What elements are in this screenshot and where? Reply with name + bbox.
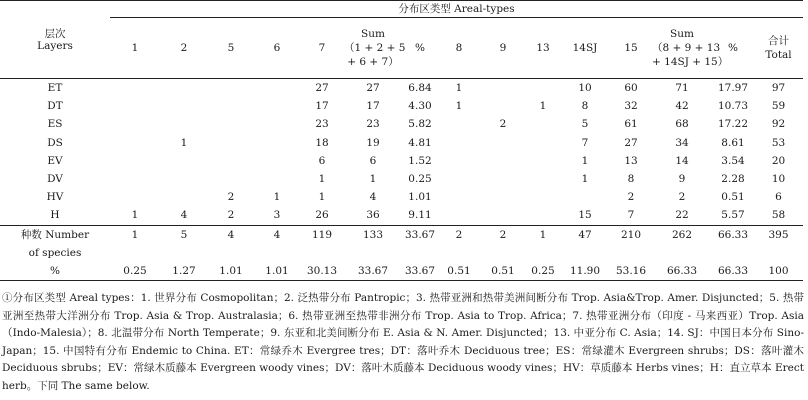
layers-header (0, 1, 110, 79)
cell: 5 (160, 225, 208, 244)
cell: 6 (775, 191, 782, 204)
cell: 58 (771, 209, 786, 222)
cell (526, 115, 560, 133)
layer-name: HV (46, 191, 64, 204)
cell: 3.54 (721, 154, 745, 167)
layer-name: DV (47, 173, 63, 186)
cell (160, 79, 208, 98)
col-header-15: 15 (624, 42, 638, 54)
cell: 92 (771, 118, 786, 131)
cell (208, 97, 254, 115)
col-header-pct2: % (728, 42, 738, 54)
cell: 66.33 (652, 262, 712, 281)
cell: 1 (581, 173, 589, 186)
cell: 15 (578, 209, 592, 222)
cell: 42 (675, 100, 689, 113)
cell: 1 (318, 191, 326, 204)
percent-label: % (0, 262, 110, 281)
cell: 0.51 (721, 191, 745, 204)
cell: 2 (499, 118, 507, 131)
cell (208, 115, 254, 133)
cell: 5 (581, 118, 589, 131)
cell: 17.22 (717, 118, 749, 131)
cell (526, 152, 560, 170)
cell: 36 (366, 209, 380, 222)
cell: 8.61 (721, 136, 745, 149)
cell (110, 97, 160, 115)
col-header-13: 13 (536, 42, 550, 54)
table-body (0, 79, 803, 226)
total-header-zh: 合计 (768, 35, 789, 47)
cell: 4 (208, 225, 254, 244)
col-header-7: 7 (318, 42, 326, 54)
cell: 0.25 (526, 262, 560, 281)
col-header-sum1 (344, 18, 406, 79)
cell (480, 170, 526, 188)
total-header-en: Total (765, 49, 792, 61)
cell: 30.13 (300, 262, 344, 281)
cell (160, 170, 208, 188)
cell: 4 (369, 191, 377, 204)
cell (480, 97, 526, 115)
cell: 4 (254, 225, 300, 244)
cell: 1 (180, 136, 188, 149)
cell: 5.82 (408, 118, 432, 131)
cell: 20 (771, 154, 786, 167)
cell: 2 (438, 225, 480, 244)
cell: 262 (652, 225, 712, 244)
cell: 60 (610, 79, 652, 98)
cell: 100 (754, 262, 803, 281)
cell (526, 206, 560, 225)
cell: 10 (560, 79, 610, 98)
cell: 53.16 (610, 262, 652, 281)
layer-name: DS (47, 136, 63, 149)
sum2-line-3: + 14SJ + 15） (652, 56, 729, 68)
of-species-label: of species (28, 246, 82, 259)
cell (254, 115, 300, 133)
cell: 59 (771, 100, 786, 113)
cell: 4 (180, 209, 188, 222)
cell (480, 206, 526, 225)
cell (526, 79, 560, 98)
cell (110, 188, 160, 206)
species-label: 种数 Number (0, 225, 110, 244)
cell (438, 152, 480, 170)
cell (208, 152, 254, 170)
cell: 1 (318, 173, 326, 186)
cell: 10.73 (717, 100, 749, 113)
cell: 8 (581, 100, 589, 113)
cell: 13 (624, 154, 638, 167)
col-header-9: 9 (499, 42, 507, 54)
cell: 66.33 (712, 225, 754, 244)
cell: 18 (315, 136, 329, 149)
cell: 33.67 (402, 262, 438, 281)
cell (480, 188, 526, 206)
cell: 1.01 (254, 262, 300, 281)
cell: 9.11 (408, 209, 432, 222)
table-footnote (2, 290, 804, 396)
cell: 10 (771, 173, 786, 186)
layer-name: DT (47, 100, 63, 113)
cell: 1 (526, 225, 560, 244)
cell (480, 152, 526, 170)
cell (438, 188, 480, 206)
cell: 0.25 (408, 173, 432, 186)
cell: 61 (624, 118, 638, 131)
cell: 1.27 (160, 262, 208, 281)
cell: 17 (315, 100, 329, 113)
cell: 27 (624, 136, 638, 149)
table-row (0, 188, 803, 206)
layers-header-zh: 层次 (44, 27, 66, 40)
cell: 71 (652, 79, 712, 98)
cell (438, 115, 480, 133)
cell: 133 (344, 225, 402, 244)
cell: 33.67 (402, 225, 438, 244)
cell (110, 134, 160, 152)
col-header-8: 8 (455, 42, 463, 54)
cell (480, 134, 526, 152)
cell: 3 (273, 209, 281, 222)
cell: 2 (480, 225, 526, 244)
cell (160, 188, 208, 206)
footnote-text: ①分布区类型 Areal types：1. 世界分布 Cosmopolitan；2. 泛热带分布 Pantropic；3. 热带亚洲和热带美洲间断分布 Trop. Asia&Trop. Amer. Disjuncted；5. 热带亚洲至热带大洋洲分布 Trop. Asia & Trop. Australasia；6. 热带亚洲至热带非洲分布 Trop. Asia to Trop. Africa；7. 热带亚洲分布（印度 - 马来西亚）Trop. Asia（Indo-Malesia）；8. 北温带分布 North Temperate；9. 东亚和北美间断分布 E. Asia & N. Amer. Disjuncted；13. 中亚分布 C. Asia；14. SJ：中国日本分布 Sino-Japan；15. 中国特有分布 Endemic to China. ET：常绿乔木 Evergree tres；DT：落叶乔木 Deciduous tree；ES：常绿灌木 Evergreen shrubs；DS：落叶灌木 Deciduous sbrubs；EV：常绿木质藤本 Evergreen woody vines；DV：落叶木质藤本 Deciduous woody vines；HV：草质藤本 Herbs vines；H：直立草本 Erect herb。下同 The same below. (2, 292, 804, 392)
cell: 7 (581, 136, 589, 149)
cell (160, 115, 208, 133)
cell (208, 79, 254, 98)
cell: 119 (300, 225, 344, 244)
cell (110, 79, 160, 98)
cell: 1.01 (208, 262, 254, 281)
cell: 2.28 (721, 173, 745, 186)
cell (110, 115, 160, 133)
cell: 1.01 (408, 191, 432, 204)
cell: 0.51 (480, 262, 526, 281)
cell (208, 170, 254, 188)
cell: 5.57 (721, 209, 745, 222)
cell (110, 152, 160, 170)
table-row (0, 152, 803, 170)
table-row (0, 97, 803, 115)
cell: 1 (581, 154, 589, 167)
col-header-1: 1 (131, 42, 139, 54)
cell: 27 (344, 79, 402, 98)
cell (438, 170, 480, 188)
col-header-2: 2 (180, 42, 188, 54)
cell (254, 170, 300, 188)
cell: 7 (627, 209, 635, 222)
cell: 17 (366, 100, 380, 113)
col-header-sum2 (652, 18, 729, 79)
cell (480, 79, 526, 98)
cell (526, 134, 560, 152)
cell (438, 206, 480, 225)
col-header-pct1: % (415, 42, 425, 54)
table-row (0, 79, 803, 98)
cell: 4.81 (408, 136, 432, 149)
cell: 1 (455, 100, 463, 113)
cell: 66.33 (712, 262, 754, 281)
sum1-line-1: Sum (361, 28, 385, 40)
cell: 9 (678, 173, 686, 186)
cell: 1 (539, 100, 547, 113)
cell (254, 97, 300, 115)
table-row (0, 115, 803, 133)
cell (560, 188, 610, 206)
cell (110, 170, 160, 188)
of-species-label-row (0, 244, 803, 262)
cell: 210 (610, 225, 652, 244)
areal-types-header: 分布区类型 Areal-types (110, 1, 803, 18)
cell: 1 (131, 209, 139, 222)
cell: 2 (227, 209, 235, 222)
cell: 97 (754, 79, 803, 98)
cell: 19 (366, 136, 380, 149)
cell: 32 (624, 100, 638, 113)
layer-name: ET (0, 79, 110, 98)
cell: 4.30 (408, 100, 432, 113)
cell: 53 (771, 136, 786, 149)
cell (438, 134, 480, 152)
cell: 1 (110, 225, 160, 244)
species-percent-row (0, 262, 803, 281)
cell: 6.84 (402, 79, 438, 98)
cell (160, 97, 208, 115)
cell: 0.51 (438, 262, 480, 281)
species-number-row (0, 225, 803, 244)
layer-name: EV (47, 154, 63, 167)
sum1-line-2: （1 + 2 + 5 (344, 42, 406, 54)
cell (160, 152, 208, 170)
cell (254, 79, 300, 98)
col-header-total (754, 18, 803, 79)
cell: 395 (754, 225, 803, 244)
cell: 17.97 (712, 79, 754, 98)
cell: 33.67 (344, 262, 402, 281)
cell: 68 (675, 118, 689, 131)
cell: 6 (318, 154, 326, 167)
cell: 23 (315, 118, 329, 131)
cell: 0.25 (110, 262, 160, 281)
cell: 1 (369, 173, 377, 186)
table-row (0, 134, 803, 152)
table-row (0, 170, 803, 188)
cell: 8 (627, 173, 635, 186)
cell (254, 134, 300, 152)
cell: 1 (438, 79, 480, 98)
cell: 11.90 (560, 262, 610, 281)
col-header-5: 5 (227, 42, 235, 54)
cell (526, 188, 560, 206)
cell: 2 (627, 191, 635, 204)
cell: 22 (675, 209, 689, 222)
cell: 1 (273, 191, 281, 204)
cell: 14 (675, 154, 689, 167)
cell: 23 (366, 118, 380, 131)
cell: 2 (678, 191, 686, 204)
cell: 6 (369, 154, 377, 167)
cell (254, 152, 300, 170)
sum2-line-2: （8 + 9 + 13 (652, 42, 721, 54)
sum1-line-3: + 6 + 7） (347, 56, 399, 68)
table-row (0, 206, 803, 225)
cell (526, 170, 560, 188)
cell: 27 (300, 79, 344, 98)
sum2-line-1: Sum (670, 28, 694, 40)
cell: 34 (675, 136, 689, 149)
cell (208, 134, 254, 152)
cell: 2 (227, 191, 235, 204)
layer-name: ES (47, 118, 63, 131)
layers-header-en: Layers (37, 39, 73, 52)
col-header-14sj: 14SJ (572, 42, 598, 54)
cell: 47 (560, 225, 610, 244)
cell: 26 (315, 209, 329, 222)
col-header-6: 6 (273, 42, 281, 54)
layer-name: H (50, 209, 60, 222)
cell: 1.52 (408, 154, 432, 167)
